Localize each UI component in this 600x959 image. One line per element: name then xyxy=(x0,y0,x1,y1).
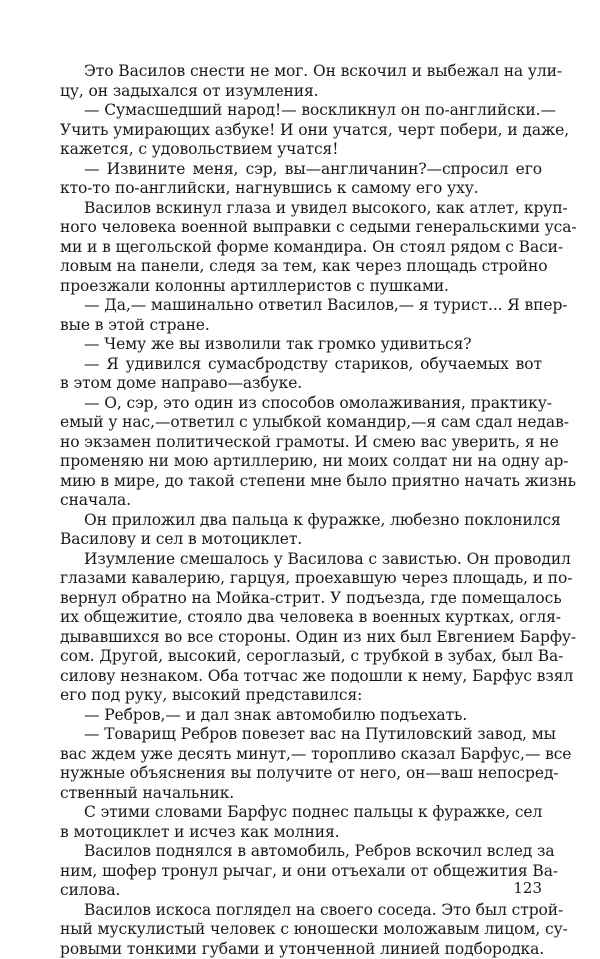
text-line: дывавшихся во все стороны. Один из них был Евгением Барфу- xyxy=(60,628,542,648)
text-line: Изумление смешалось у Василова с завистью. Он проводил xyxy=(60,550,542,570)
text-line: глазами кавалерию, гарцуя, проехавшую через площадь, и по- xyxy=(60,569,542,589)
text-line: Василову и сел в мотоциклет. xyxy=(60,530,542,550)
text-line: — О, сэр, это один из способов омолаживания, практику- xyxy=(60,394,542,414)
text-line: — Извините меня, сэр, вы—англичанин?—спросил его xyxy=(60,160,542,180)
text-line: ного человека военной выправки с седыми генеральскими уса- xyxy=(60,218,542,238)
text-line: ми и в щегольской форме командира. Он стоял рядом с Васи- xyxy=(60,238,542,258)
text-line: вые в этой стране. xyxy=(60,316,542,336)
text-line: сначала. xyxy=(60,491,542,511)
text-line: но экзамен политической грамоты. И смею вас уверить, я не xyxy=(60,433,542,453)
book-page-text xyxy=(60,62,542,959)
page-number: 123 xyxy=(513,879,542,898)
text-line: — Чему же вы изволили так громко удивиться? xyxy=(60,335,542,355)
text-line: Василов вскинул глаза и увидел высокого, как атлет, круп- xyxy=(60,199,542,219)
text-line: сом. Другой, высокий, сероглазый, с трубкой в зубах, был Ва- xyxy=(60,647,542,667)
text-line: — Сумасшедший народ!— воскликнул он по-английски.— xyxy=(60,101,542,121)
text-line: — Я удивился сумасбродству стариков, обучаемых вот xyxy=(60,355,542,375)
text-line: нужные объяснения вы получите от него, он—ваш непосред- xyxy=(60,764,542,784)
text-line: емый у нас,—ответил с улыбкой командир,—я сам сдал недав- xyxy=(60,413,542,433)
text-line: силова. xyxy=(60,881,542,901)
text-line: их общежитие, стояло два человека в военных куртках, огля- xyxy=(60,608,542,628)
text-line: — Да,— машинально ответил Василов,— я турист... Я впер- xyxy=(60,296,542,316)
text-line: променяю ни мою артиллерию, ни моих солдат ни на одну ар- xyxy=(60,452,542,472)
text-line: кто-то по-английски, нагнувшись к самому его уху. xyxy=(60,179,542,199)
text-line: цу, он задыхался от изумления. xyxy=(60,82,542,102)
text-line: ним, шофер тронул рычаг, и они отъехали от общежития Ва- xyxy=(60,862,542,882)
text-line: ловым на панели, следя за тем, как через площадь стройно xyxy=(60,257,542,277)
text-line: силову незнаком. Оба тотчас же подошли к нему, Барфус взял xyxy=(60,667,542,687)
text-line: в мотоциклет и исчез как молния. xyxy=(60,823,542,843)
text-line: Василов поднялся в автомобиль, Ребров вскочил вслед за xyxy=(60,842,542,862)
text-line: С этими словами Барфус поднес пальцы к фуражке, сел xyxy=(60,803,542,823)
text-line: вас ждем уже десять минут,— торопливо сказал Барфус,— все xyxy=(60,745,542,765)
text-line: Василов искоса поглядел на своего соседа. Это был строй- xyxy=(60,901,542,921)
text-line: Это Василов снести не мог. Он вскочил и выбежал на ули- xyxy=(60,62,542,82)
text-line: в этом доме направо—азбуке. xyxy=(60,374,542,394)
text-line: мию в мире, до такой степени мне было приятно начать жизнь xyxy=(60,472,542,492)
text-line: ный мускулистый человек с юношески моложавым лицом, су- xyxy=(60,920,542,940)
text-line: ственный начальник. xyxy=(60,784,542,804)
text-line: проезжали колонны артиллеристов с пушками. xyxy=(60,277,542,297)
text-line: — Ребров,— и дал знак автомобилю подъехать. xyxy=(60,706,542,726)
text-line: ровыми тонкими губами и утонченной линией подбородка. xyxy=(60,940,542,959)
text-line: его под руку, высокий представился: xyxy=(60,686,542,706)
text-line: вернул обратно на Мойка-стрит. У подъезда, где помещалось xyxy=(60,589,542,609)
text-line: Учить умирающих азбуке! И они учатся, черт побери, и даже, xyxy=(60,121,542,141)
text-line: — Товарищ Ребров повезет вас на Путиловский завод, мы xyxy=(60,725,542,745)
text-line: кажется, с удовольствием учатся! xyxy=(60,140,542,160)
text-line: Он приложил два пальца к фуражке, любезно поклонился xyxy=(60,511,542,531)
